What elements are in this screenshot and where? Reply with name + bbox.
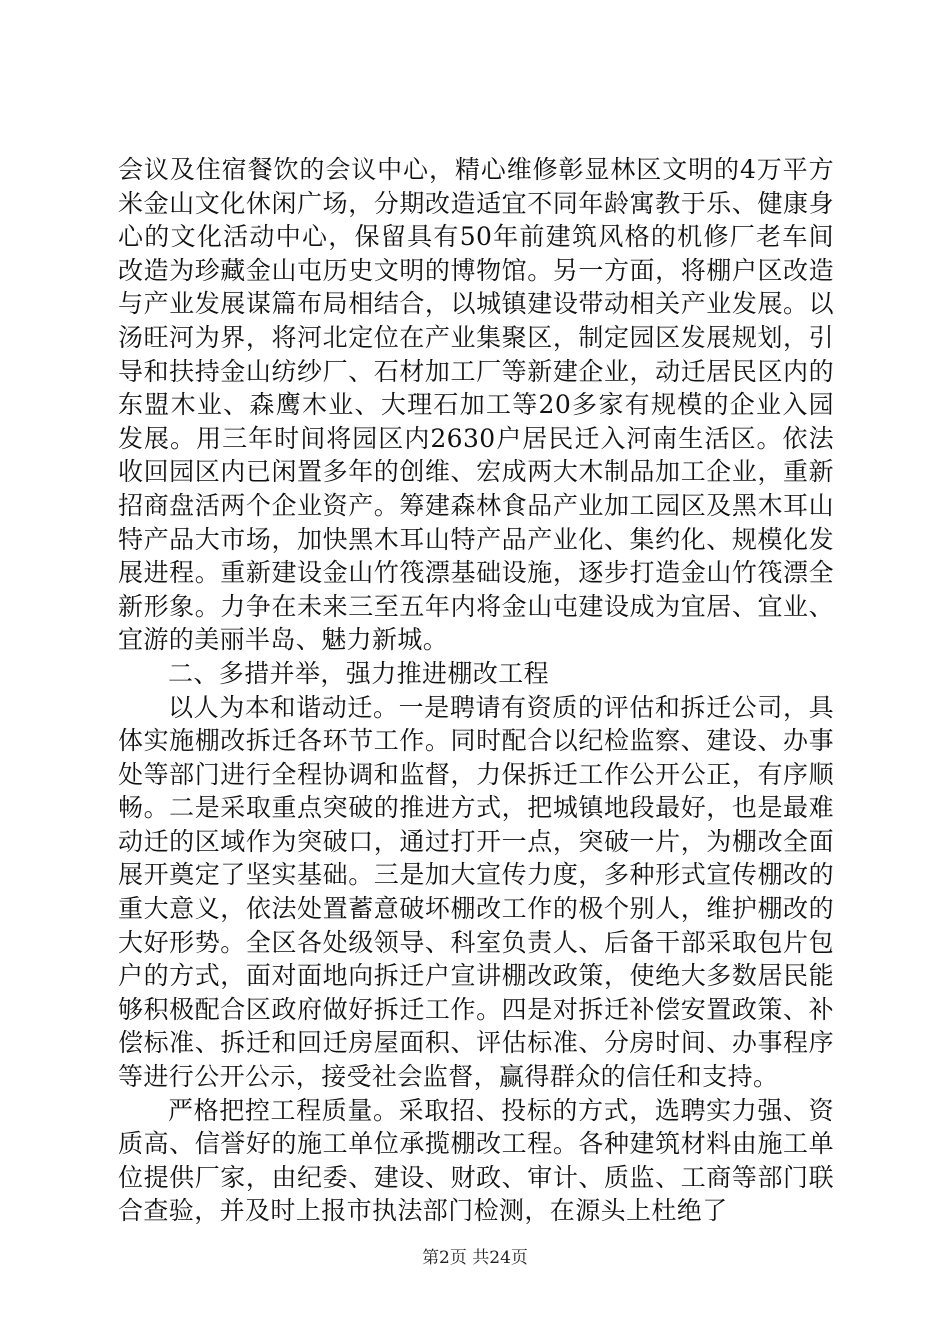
document-body [118, 153, 834, 1228]
paragraph-quality: 严格把控工程质量。采取招、投标的方式，选聘实力强、资质高、信誉好的施工单位承揽棚改工程。各种建筑材料由施工单位提供厂家，由纪委、建设、财政、审计、质监、工商等部门联合查验，并及时上报市执法部门检测，在源头上杜绝了 [118, 1095, 834, 1226]
paragraph-relocation: 以人为本和谐动迁。一是聘请有资质的评估和拆迁公司，具体实施棚改拆迁各环节工作。同时配合以纪检监察、建设、办事处等部门进行全程协调和监督，力保拆迁工作公开公正，有序顺畅。二是采取重点突破的推进方式，把城镇地段最好，也是最难动迁的区域作为突破口，通过打开一点，突破一片，为棚改全面展开奠定了坚实基础。三是加大宣传力度，多种形式宣传棚改的重大意义，依法处置蓄意破坏棚改工作的极个别人，维护棚改的大好形势。全区各处级领导、科室负责人、后备干部采取包片包户的方式，面对面地向拆迁户宣讲棚改政策，使绝大多数居民能够积极配合区政府做好拆迁工作。四是对拆迁补偿安置政策、补偿标准、拆迁和回迁房屋面积、评估标准、分房时间、办事程序等进行公开公示，接受社会监督，赢得群众的信任和支持。 [118, 692, 834, 1092]
page-footer: 第2页 共24页 [422, 1248, 528, 1268]
paragraph-continued: 会议及住宿餐饮的会议中心，精心维修彰显林区文明的4万平方米金山文化休闲广场，分期改造适宜不同年龄寓教于乐、健康身心的文化活动中心，保留具有50年前建筑风格的机修厂老车间改造为珍藏金山屯历史文明的博物馆。另一方面，将棚户区改造与产业发展谋篇布局相结合，以城镇建设带动相关产业发展。以汤旺河为界，将河北定位在产业集聚区，制定园区发展规划，引导和扶持金山纺纱厂、石材加工厂等新建企业，动迁居民区内的东盟木业、森鹰木业、大理石加工等20多家有规模的企业入园发展。用三年时间将园区内2630户居民迁入河南生活区。依法收回园区内已闲置多年的创维、宏成两大木制品加工企业，重新招商盘活两个企业资产。筹建森林食品产业加工园区及黑木耳山特产品大市场，加快黑木耳山特产品产业化、集约化、规模化发展进程。重新建设金山竹筏漂基础设施，逐步打造金山竹筏漂全新形象。力争在未来三至五年内将金山屯建设成为宜居、宜业、宜游的美丽半岛、魅力新城。 [118, 155, 834, 655]
section-heading: 二、多措并举，强力推进棚改工程 [168, 658, 550, 688]
